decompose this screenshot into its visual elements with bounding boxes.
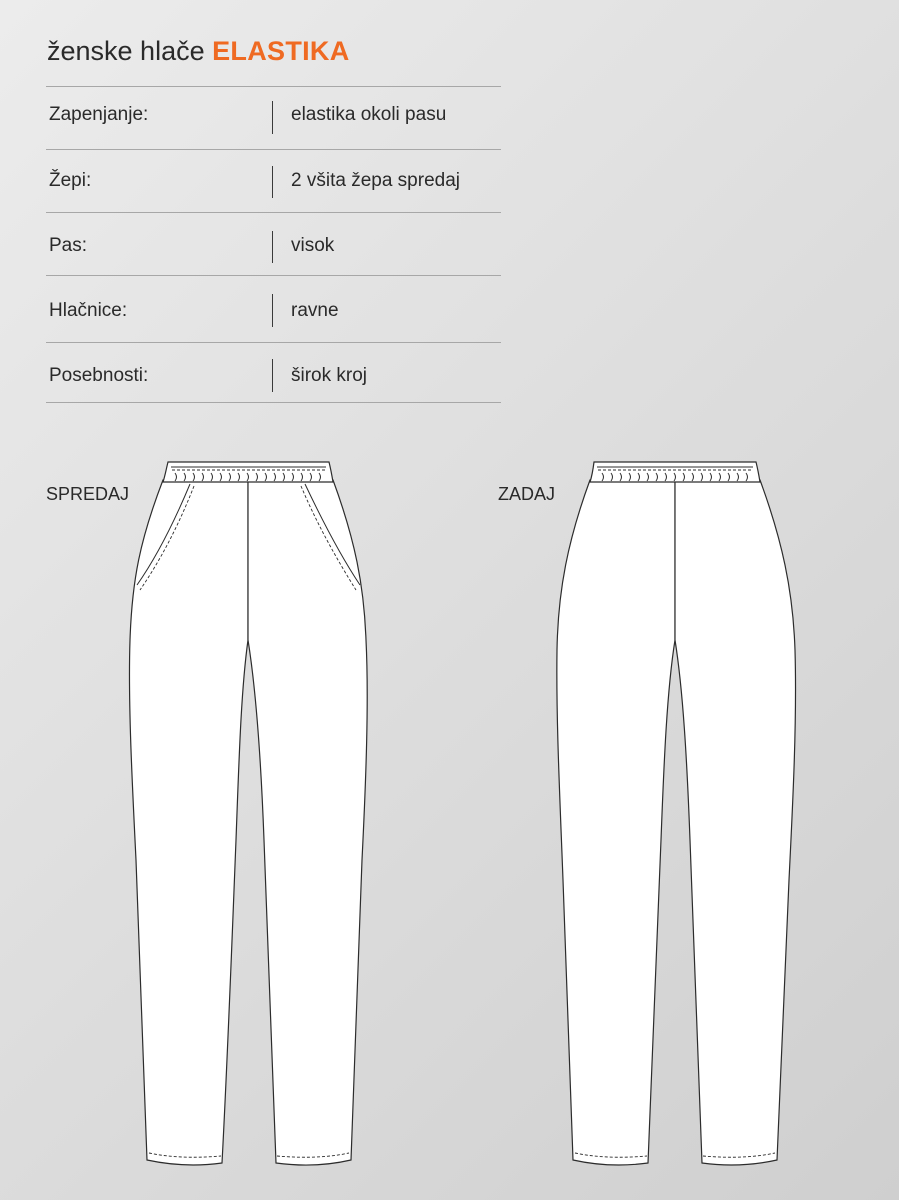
spec-label: Hlačnice: bbox=[49, 300, 128, 321]
spec-value: visok bbox=[291, 235, 335, 256]
spec-separator bbox=[272, 166, 273, 198]
spec-label: Žepi: bbox=[49, 170, 92, 191]
spec-separator bbox=[272, 359, 273, 392]
title-accent: ELASTIKA bbox=[212, 36, 350, 66]
spec-row bbox=[46, 276, 501, 343]
front-pants-drawing bbox=[0, 455, 899, 1200]
spec-value: 2 všita žepa spredaj bbox=[291, 170, 460, 191]
front-left-leg bbox=[129, 480, 248, 1165]
spec-label: Pas: bbox=[49, 235, 88, 256]
spec-separator bbox=[272, 101, 273, 134]
title-prefix: ženske hlače bbox=[47, 36, 205, 66]
back-left-leg bbox=[557, 480, 675, 1165]
back-right-leg bbox=[675, 480, 796, 1165]
spec-row bbox=[46, 87, 501, 150]
spec-value: elastika okoli pasu bbox=[291, 104, 447, 125]
back-pants bbox=[557, 462, 796, 1165]
front-right-leg bbox=[248, 480, 367, 1165]
spec-separator bbox=[272, 294, 273, 327]
spec-value: ravne bbox=[291, 300, 339, 321]
spec-value: širok kroj bbox=[291, 365, 368, 386]
spec-label: Posebnosti: bbox=[49, 365, 149, 386]
front-view-label: SPREDAJ bbox=[46, 484, 130, 504]
spec-row bbox=[46, 213, 501, 276]
spec-row bbox=[46, 343, 501, 403]
spec-label: Zapenjanje: bbox=[49, 104, 149, 125]
spec-row bbox=[46, 150, 501, 213]
front-pants bbox=[129, 462, 367, 1165]
spec-table bbox=[46, 86, 501, 403]
spec-separator bbox=[272, 231, 273, 263]
page-title bbox=[47, 36, 350, 67]
back-view-label: ZADAJ bbox=[498, 484, 556, 504]
